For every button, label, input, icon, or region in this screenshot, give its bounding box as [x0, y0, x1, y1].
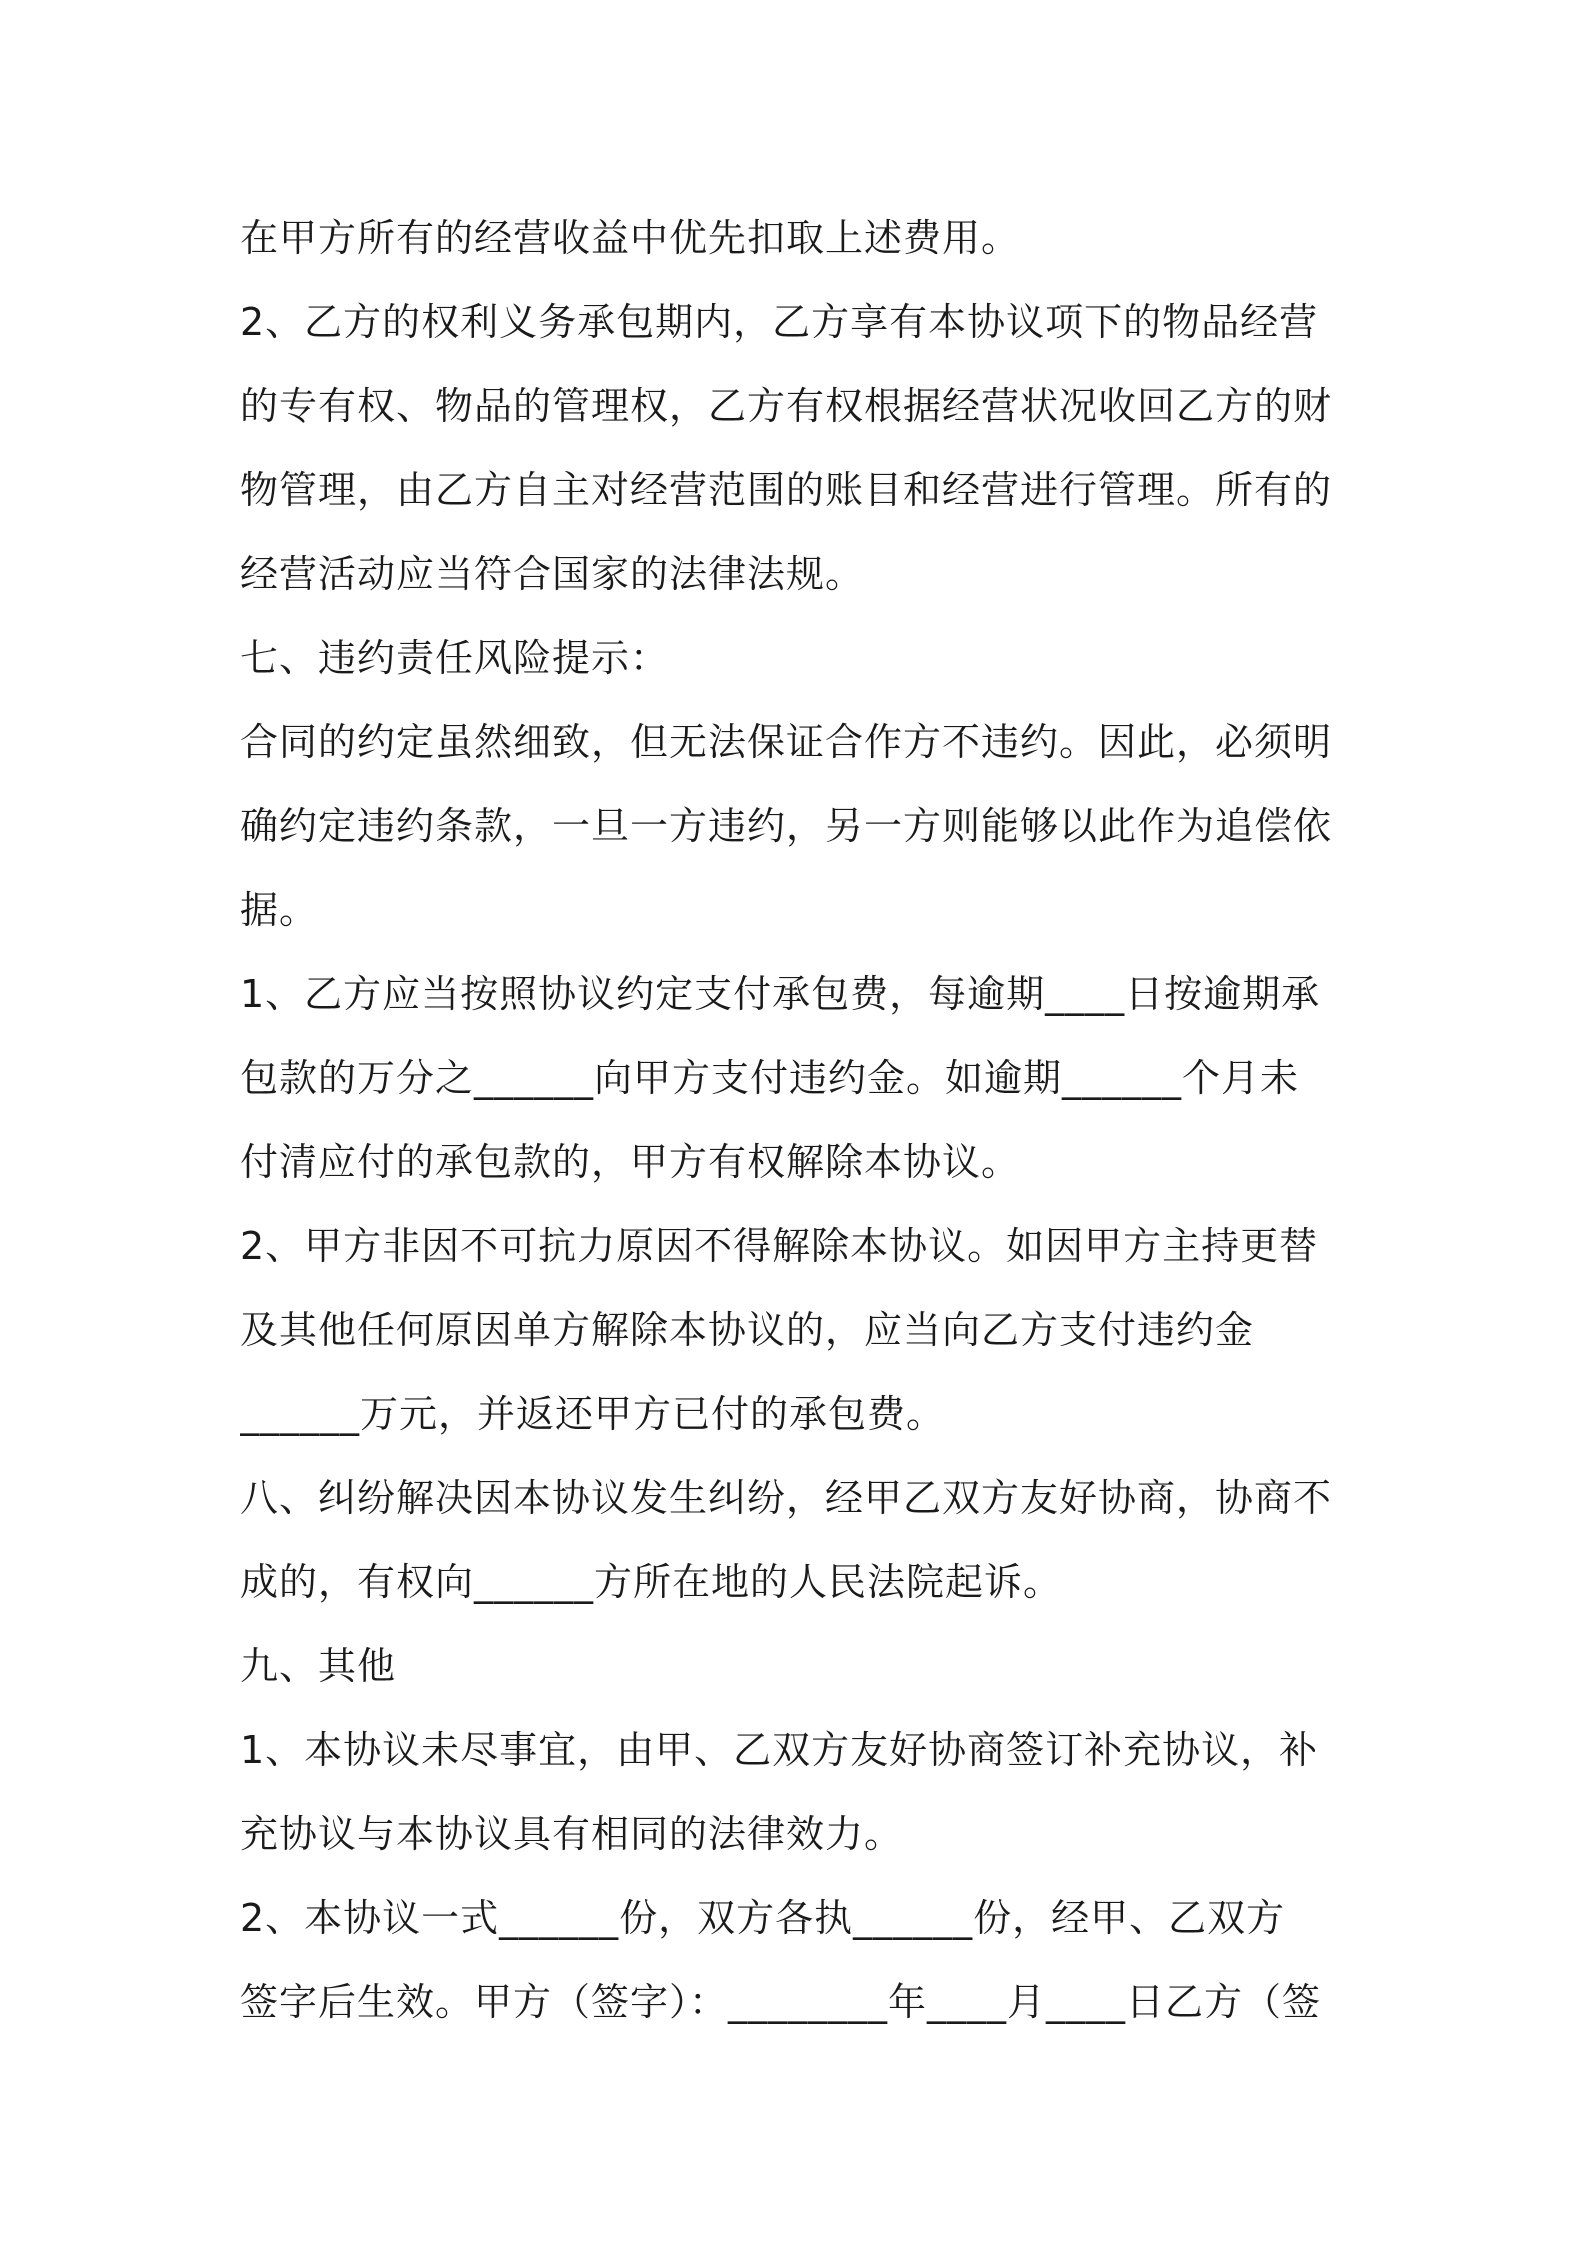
- document-body: [240, 196, 1365, 2044]
- text-line: 2、甲方非因不可抗力原因不得解除本协议。如因甲方主持更替: [240, 1224, 1319, 1268]
- text-line: 成的，有权向______方所在地的人民法院起诉。: [240, 1560, 1063, 1604]
- text-line: 充协议与本协议具有相同的法律效力。: [240, 1812, 904, 1856]
- text-line: 2、本协议一式______份，双方各执______份，经甲、乙双方: [240, 1896, 1286, 1940]
- section-heading: 九、其他: [240, 1644, 397, 1688]
- text-line: 2、乙方的权利义务承包期内，乙方享有本协议项下的物品经营: [240, 300, 1319, 344]
- text-line: 1、乙方应当按照协议约定支付承包费，每逾期____日按逾期承: [240, 972, 1321, 1016]
- text-line: 据。: [240, 888, 319, 932]
- section-heading: 八、纠纷解决因本协议发生纠纷，经甲乙双方友好协商，协商不: [240, 1476, 1333, 1520]
- text-line: 的专有权、物品的管理权，乙方有权根据经营状况收回乙方的财: [240, 384, 1333, 428]
- text-line: ______万元，并返还甲方已付的承包费。: [240, 1392, 946, 1436]
- text-line: 经营活动应当符合国家的法律法规。: [240, 552, 865, 596]
- text-line: 付清应付的承包款的，甲方有权解除本协议。: [240, 1140, 1021, 1184]
- text-line: 1、本协议未尽事宜，由甲、乙双方友好协商签订补充协议，补: [240, 1728, 1319, 1772]
- section-heading: 七、违约责任风险提示：: [240, 636, 670, 680]
- text-line: 及其他任何原因单方解除本协议的，应当向乙方支付违约金: [240, 1308, 1255, 1352]
- text-line: 包款的万分之______向甲方支付违约金。如逾期______个月未: [240, 1056, 1300, 1100]
- text-line: 确约定违约条款，一旦一方违约，另一方则能够以此作为追偿依: [240, 804, 1333, 848]
- text-line: 合同的约定虽然细致，但无法保证合作方不违约。因此，必须明: [240, 720, 1333, 764]
- text-line: 签字后生效。甲方（签字）：________年____月____日乙方（签: [240, 1980, 1322, 2024]
- text-line: 在甲方所有的经营收益中优先扣取上述费用。: [240, 216, 1021, 260]
- text-line: 物管理，由乙方自主对经营范围的账目和经营进行管理。所有的: [240, 468, 1333, 512]
